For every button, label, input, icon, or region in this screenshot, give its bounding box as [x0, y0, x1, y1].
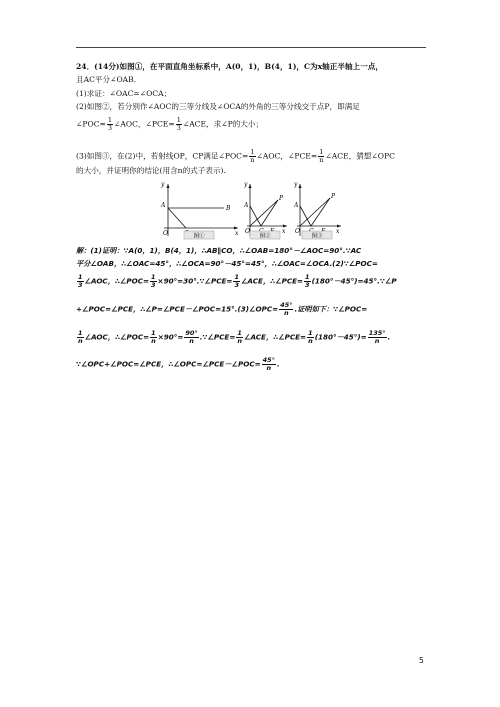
figure-2 — [244, 180, 288, 240]
figure-2-diagram — [244, 180, 288, 240]
problem-line-4: (2)如图②，若分别作∠AOC的三等分线及∠OCA的外角的三等分线交于点P，即满足 — [76, 102, 360, 111]
fraction-45-over-n: $\frac{45^\circ}{n}$ — [280, 301, 293, 317]
problem-line-1 — [76, 62, 383, 72]
fig1-label-x: x — [235, 230, 239, 237]
solution-line-6: ∵∠OPC+∠POC=∠PCE，∴∠OPC=∠PCE－∠POC= $\frac{45^\circ}{n}$ . — [76, 356, 280, 372]
fig2-label-p: P — [279, 195, 284, 202]
problem-line-6-b: ∠AOC，∠PCE= — [256, 151, 318, 161]
fraction-135-over-n: $\frac{135^\circ}{n}$ — [368, 329, 386, 345]
fraction-one-third: $\frac{1}{3}$ — [176, 116, 181, 132]
page-number: 5 — [419, 656, 424, 665]
fig1-label-a: A — [161, 202, 166, 209]
figure-1 — [158, 180, 242, 240]
fig3-label-o: O — [295, 228, 300, 235]
problem-line-6 — [76, 149, 395, 164]
fraction-one-third: $\frac{1}{3}$ — [234, 273, 239, 289]
problem-line-6-a: (3)如图③，在(2)中，若射线OP，CP满足∠POC= — [76, 151, 249, 161]
problem-line-5-a: ∠POC= — [76, 119, 106, 129]
fig3-label-x: x — [336, 228, 340, 235]
problem-line-5-c: ∠ACE，求∠P的大小； — [182, 119, 264, 129]
fig3-label-y: y — [294, 181, 298, 188]
fig1-label-b: B — [226, 205, 231, 212]
fig1-label-o: O — [163, 230, 168, 237]
problem-line-3: (1)求证：∠OAC=∠OCA； — [76, 89, 172, 98]
problem-line-1-text: 24．(14分)如图①，在平面直角坐标系中，A(0，1)，B(4，1)，C为x轴正半轴上一点， — [76, 62, 383, 71]
fig3-caption: 图③ — [311, 233, 323, 240]
solution-line-1: 解：(1)证明：∵A(0，1)，B(4，1)，∴AB∥CO，∴∠OAB=180°－∠AOC=90°.∵AC — [76, 246, 362, 255]
fraction-one-third: $\frac{1}{3}$ — [107, 116, 113, 132]
fig2-label-y: y — [244, 181, 248, 188]
solution-line-5: $\frac{1}{n}$ ∠AOC，∴∠POC= $\frac{1}{n}$ ×90°= $\frac{90^\circ}{n}$ .∵∠PCE= $\frac{1}{n}$ ∠ACE，∴∠PCE= $\frac{1}{n}$ (180°－45°)= $\frac{135^\circ}{n}$ . — [78, 329, 391, 345]
problem-line-6-c: ∠ACE，猜想∠OPC — [325, 151, 395, 161]
solution-line-4: +∠POC=∠PCE，∴∠P=∠PCE－∠POC=15°.(3)∠OPC= $\frac{45^\circ}{n}$ .证明如下：∵∠POC= — [76, 301, 368, 317]
fig2-caption: 图② — [259, 233, 271, 240]
fraction-one-third: $\frac{1}{3}$ — [78, 273, 83, 289]
fig3-label-p: P — [331, 193, 336, 200]
solution-line-2: 平分∠OAB，∴∠OAC=45°，∴∠OCA=90°－45°=45°，∴∠OAC=∠OCA.(2)∵∠POC= — [76, 259, 378, 268]
fraction-one-over-n: $\frac{1}{n}$ — [250, 148, 255, 164]
header-rule — [76, 47, 426, 48]
problem-line-5-b: ∠AOC，∠PCE= — [114, 119, 175, 129]
solution-line-3: $\frac{1}{3}$ ∠AOC，∴∠POC= $\frac{1}{3}$ ×90°=30°.∵∠PCE= $\frac{1}{3}$ ∠ACE，∴∠PCE= $\frac{1}{3}$ (180°－45°)=45°.∵∠P — [78, 273, 397, 289]
figure-3 — [294, 180, 342, 240]
fig2-label-o: O — [245, 228, 250, 235]
fraction-one-over-n: $\frac{1}{n}$ — [308, 329, 313, 345]
fraction-one-third: $\frac{1}{3}$ — [151, 273, 156, 289]
fraction-one-third: $\frac{1}{3}$ — [305, 273, 310, 289]
fraction-one-over-n: $\frac{1}{n}$ — [237, 329, 242, 345]
fig2-label-a: A — [244, 202, 249, 209]
fig1-label-y: y — [161, 181, 165, 188]
fig2-label-x: x — [282, 228, 286, 235]
figure-1-diagram — [158, 180, 242, 240]
fraction-one-over-n: $\frac{1}{n}$ — [151, 329, 156, 345]
problem-line-5 — [76, 117, 263, 132]
fraction-45-over-n: $\frac{45^\circ}{n}$ — [262, 356, 275, 372]
figure-3-diagram — [294, 180, 342, 240]
fraction-one-over-n: $\frac{1}{n}$ — [78, 329, 83, 345]
fig1-caption: 图① — [193, 233, 205, 240]
problem-line-7: 的大小，并证明你的结论(用含n的式子表示). — [76, 166, 226, 175]
fraction-90-over-n: $\frac{90^\circ}{n}$ — [185, 329, 198, 345]
problem-line-2: 且AC平分∠OAB. — [76, 75, 137, 84]
fig3-label-a: A — [294, 202, 299, 209]
fraction-one-over-n: $\frac{1}{n}$ — [319, 148, 324, 164]
